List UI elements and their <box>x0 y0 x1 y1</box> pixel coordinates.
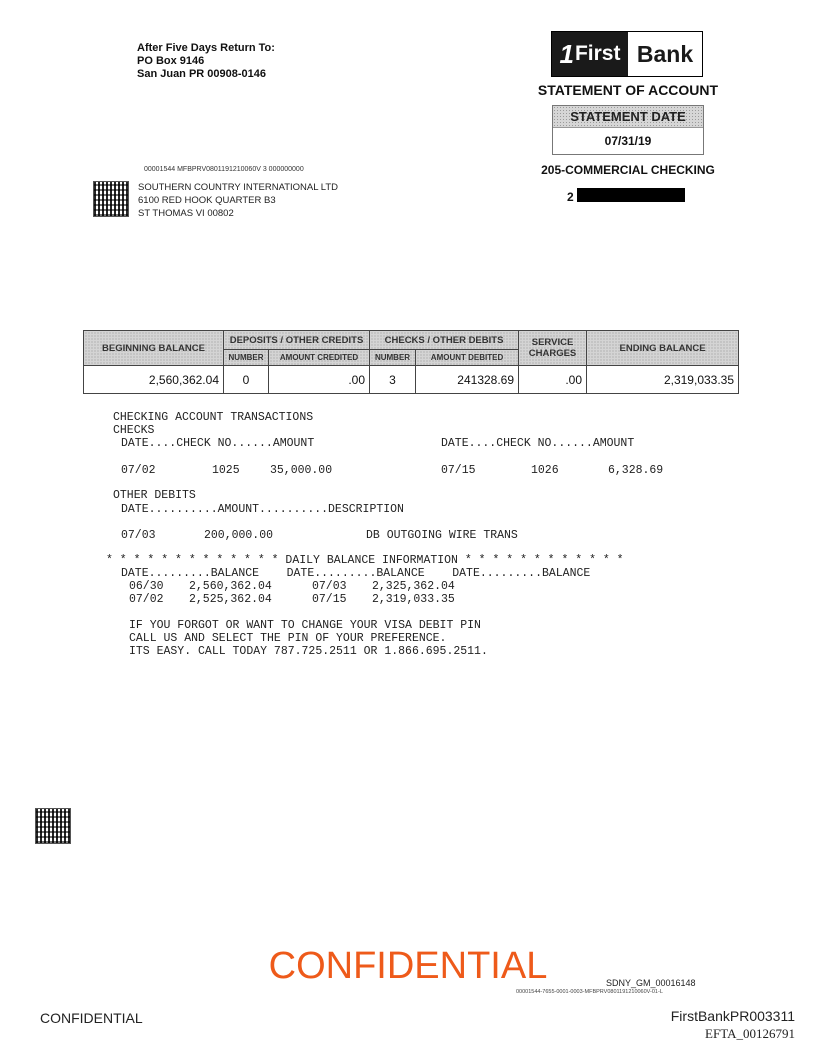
other-debit-row-1-date: 07/03 <box>121 529 156 542</box>
confidential-label: CONFIDENTIAL <box>40 1010 143 1026</box>
check-row-1-date: 07/02 <box>121 464 156 477</box>
account-number: 2 <box>567 190 574 204</box>
check-row-1-number: 1025 <box>212 464 240 477</box>
mailing-address <box>138 181 338 220</box>
customer-street: 6100 RED HOOK QUARTER B3 <box>138 195 276 206</box>
daily-row-2-balance1: 2,525,362.04 <box>189 593 272 606</box>
customer-name: SOUTHERN COUNTRY INTERNATIONAL LTD <box>138 182 339 193</box>
document-id: SDNY_GM_00016148 <box>606 978 696 988</box>
notice-line-3: ITS EASY. CALL TODAY 787.725.2511 OR 1.866.695.2511. <box>129 645 488 658</box>
daily-row-1-date1: 06/30 <box>129 580 164 593</box>
daily-row-2-date1: 07/02 <box>129 593 164 606</box>
header-deposits-number: NUMBER <box>224 350 269 366</box>
bates-number: FirstBankPR003311 <box>670 1008 795 1024</box>
return-line-3: San Juan PR 00908-0146 <box>137 68 267 80</box>
daily-row-2-balance2: 2,319,033.35 <box>372 593 455 606</box>
bank-logo <box>551 31 703 77</box>
logo-bank-text: Bank <box>636 40 694 67</box>
checks-header-right: DATE....CHECK NO......AMOUNT <box>441 437 635 450</box>
notice-line-2: CALL US AND SELECT THE PIN OF YOUR PREFERENCE. <box>129 632 447 645</box>
header-deposits: DEPOSITS / OTHER CREDITS <box>224 331 370 350</box>
checks-title: CHECKS <box>113 424 155 437</box>
amount-credited-value: .00 <box>269 366 370 394</box>
confidential-stamp: CONFIDENTIAL <box>268 945 548 987</box>
daily-row-1-balance2: 2,325,362.04 <box>372 580 455 593</box>
header-amount-credited: AMOUNT CREDITED <box>269 350 370 366</box>
header-amount-debited: AMOUNT DEBITED <box>416 350 519 366</box>
header-service-charges: SERVICE CHARGES <box>519 331 587 366</box>
efta-number: EFTA_00126791 <box>705 1026 795 1041</box>
daily-balance-header: DATE.........BALANCE DATE.........BALANCE DATE.........BALANCE <box>121 567 591 580</box>
header-checks-number: NUMBER <box>370 350 416 366</box>
barcode-icon <box>93 181 129 217</box>
daily-row-1-date2: 07/03 <box>312 580 347 593</box>
logo-number: 1 <box>559 38 573 69</box>
logo-first-text: First <box>574 42 621 65</box>
ending-balance-value: 2,319,033.35 <box>587 366 739 394</box>
account-summary-table <box>83 330 739 394</box>
return-line-2: PO Box 9146 <box>137 55 205 67</box>
mail-tracking-code: 00001544 MFBPRV0801191210060V 3 000000000 <box>144 166 304 173</box>
return-line-1: After Five Days Return To: <box>137 42 275 54</box>
logo-dark-panel <box>552 32 628 76</box>
deposits-number-value: 0 <box>224 366 269 394</box>
check-row-2-date: 07/15 <box>441 464 476 477</box>
daily-row-2-date2: 07/15 <box>312 593 347 606</box>
check-row-2-amount: 6,328.69 <box>608 464 664 477</box>
transactions-section-title: CHECKING ACCOUNT TRANSACTIONS <box>113 411 314 424</box>
statement-date-label: STATEMENT DATE <box>553 106 703 128</box>
header-beginning-balance: BEGINNING BALANCE <box>84 331 224 366</box>
other-debits-header: DATE..........AMOUNT..........DESCRIPTION <box>121 503 404 516</box>
daily-balance-title: * * * * * * * * * * * * * DAILY BALANCE INFORMATION * * * * * * * * * * * * <box>106 554 624 567</box>
checks-header-left: DATE....CHECK NO......AMOUNT <box>121 437 315 450</box>
account-type: 205-COMMERCIAL CHECKING <box>541 163 715 177</box>
redaction-bar <box>577 188 685 202</box>
check-row-2-number: 1026 <box>531 464 559 477</box>
statement-title: STATEMENT OF ACCOUNT <box>537 82 719 98</box>
amount-debited-value: 241328.69 <box>416 366 519 394</box>
statement-date-box <box>552 105 704 155</box>
print-code: 00001544-7655-0001-0003-MFBPRV0801191210060V-01-L <box>516 989 663 995</box>
header-checks: CHECKS / OTHER DEBITS <box>370 331 519 350</box>
other-debit-row-1-amount: 200,000.00 <box>204 529 274 542</box>
summary-values-row <box>84 366 739 394</box>
statement-date-value: 07/31/19 <box>604 134 652 148</box>
service-charges-value: .00 <box>519 366 587 394</box>
other-debits-title: OTHER DEBITS <box>113 489 196 502</box>
notice-line-1: IF YOU FORGOT OR WANT TO CHANGE YOUR VISA DEBIT PIN <box>129 619 481 632</box>
checks-number-value: 3 <box>370 366 416 394</box>
daily-row-1-balance1: 2,560,362.04 <box>189 580 272 593</box>
margin-barcode-icon <box>35 808 71 844</box>
customer-city: ST THOMAS VI 00802 <box>138 208 234 219</box>
header-ending-balance: ENDING BALANCE <box>587 331 739 366</box>
other-debit-row-1-description: DB OUTGOING WIRE TRANS <box>366 529 518 542</box>
return-address <box>137 42 275 81</box>
beginning-balance-value: 2,560,362.04 <box>84 366 224 394</box>
check-row-1-amount: 35,000.00 <box>270 464 333 477</box>
